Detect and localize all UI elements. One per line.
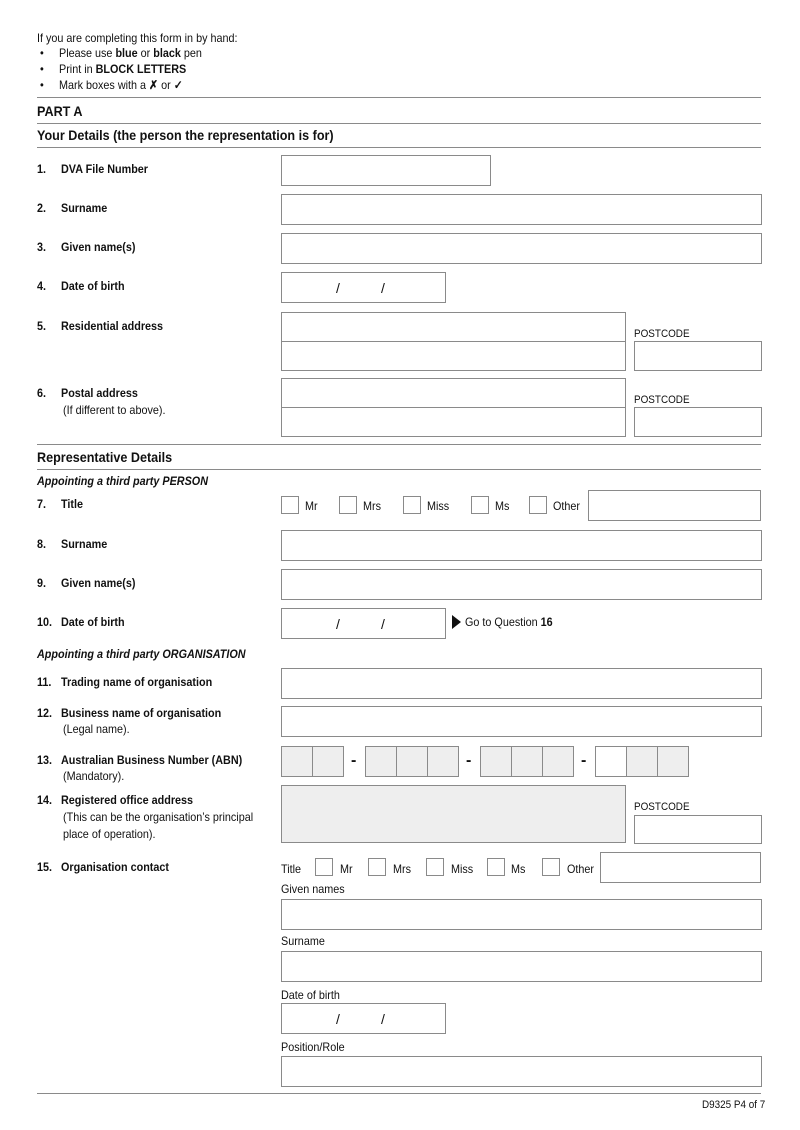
- bullet: •: [40, 78, 44, 92]
- arrow-right-icon: [452, 615, 461, 629]
- q8-label: Surname: [61, 537, 108, 551]
- q5-number: 5.: [37, 319, 47, 333]
- contact-dob-label: Date of birth: [281, 988, 340, 1002]
- date-separator: /: [336, 616, 340, 632]
- abn-digit-box[interactable]: [312, 746, 344, 777]
- cross-icon: ✗: [149, 78, 159, 92]
- contact-title-ms-checkbox[interactable]: [487, 858, 505, 876]
- postal-postcode-input[interactable]: [634, 407, 762, 437]
- abn-digit-box[interactable]: [281, 746, 313, 777]
- q6-sublabel: (If different to above).: [63, 403, 166, 417]
- postal-address-line1[interactable]: [281, 378, 626, 408]
- contact-title-ms-label: Ms: [511, 862, 526, 876]
- q10-label: Date of birth: [61, 615, 125, 629]
- title-other-label: Other: [553, 499, 581, 513]
- q12-number: 12.: [37, 706, 53, 720]
- postcode-label: POSTCODE: [634, 328, 690, 340]
- q2-number: 2.: [37, 201, 47, 215]
- divider: [37, 123, 761, 124]
- business-name-input[interactable]: [281, 706, 762, 737]
- contact-surname-input[interactable]: [281, 951, 762, 982]
- residential-address-line1[interactable]: [281, 312, 626, 342]
- goto-instruction: Go to Question 16: [465, 615, 553, 629]
- abn-separator: -: [581, 752, 587, 769]
- page-footer: D9325 P4 of 7: [702, 1099, 766, 1111]
- section-your-details: Your Details (the person the representation is for): [37, 127, 334, 143]
- subsection-organisation: Appointing a third party ORGANISATION: [37, 647, 246, 661]
- intro-line: If you are completing this form in by hand:: [37, 31, 238, 45]
- abn-digit-box[interactable]: [511, 746, 543, 777]
- contact-title-mrs-checkbox[interactable]: [368, 858, 386, 876]
- q1-label: DVA File Number: [61, 162, 149, 176]
- q13-sublabel: (Mandatory).: [63, 769, 125, 783]
- postal-address-line2[interactable]: [281, 407, 626, 437]
- residential-address-line2[interactable]: [281, 341, 626, 371]
- abn-digit-box[interactable]: [542, 746, 574, 777]
- q4-label: Date of birth: [61, 279, 125, 293]
- rep-dob-input[interactable]: [281, 608, 446, 639]
- abn-digit-box[interactable]: [595, 746, 627, 777]
- q9-label: Given name(s): [61, 576, 136, 590]
- abn-digit-box[interactable]: [480, 746, 512, 777]
- abn-separator: -: [466, 752, 472, 769]
- q12-label: Business name of organisation: [61, 706, 222, 720]
- postcode-label: POSTCODE: [634, 394, 690, 406]
- contact-title-other-input[interactable]: [600, 852, 761, 883]
- q11-label: Trading name of organisation: [61, 675, 213, 689]
- q4-number: 4.: [37, 279, 47, 293]
- dva-file-number-input[interactable]: [281, 155, 491, 186]
- q3-label: Given name(s): [61, 240, 136, 254]
- contact-title-other-checkbox[interactable]: [542, 858, 560, 876]
- title-ms-label: Ms: [495, 499, 510, 513]
- postcode-label: POSTCODE: [634, 801, 690, 813]
- q15-label: Organisation contact: [61, 860, 170, 874]
- abn-digit-box[interactable]: [365, 746, 397, 777]
- given-names-input[interactable]: [281, 233, 762, 264]
- date-separator: /: [336, 280, 340, 296]
- intro-bullet-2: Print in BLOCK LETTERS: [59, 62, 187, 76]
- contact-position-input[interactable]: [281, 1056, 762, 1087]
- bullet: •: [40, 46, 44, 60]
- trading-name-input[interactable]: [281, 668, 762, 699]
- q2-label: Surname: [61, 201, 108, 215]
- contact-title-mr-checkbox[interactable]: [315, 858, 333, 876]
- title-ms-checkbox[interactable]: [471, 496, 489, 514]
- surname-input[interactable]: [281, 194, 762, 225]
- tick-icon: ✓: [173, 78, 183, 92]
- part-title: PART A: [37, 103, 83, 119]
- rep-surname-input[interactable]: [281, 530, 762, 561]
- abn-digit-box[interactable]: [427, 746, 459, 777]
- q14-sublabel-1: (This can be the organisation’s principal: [63, 810, 254, 824]
- q3-number: 3.: [37, 240, 47, 254]
- contact-title-miss-label: Miss: [451, 862, 474, 876]
- q14-label: Registered office address: [61, 793, 194, 807]
- q7-label: Title: [61, 497, 84, 511]
- q6-number: 6.: [37, 386, 47, 400]
- title-other-checkbox[interactable]: [529, 496, 547, 514]
- contact-surname-label: Surname: [281, 934, 325, 948]
- divider: [37, 1093, 761, 1094]
- q12-sublabel: (Legal name).: [63, 722, 130, 736]
- intro-bullet-1: Please use blue or black pen: [59, 46, 202, 60]
- q5-label: Residential address: [61, 319, 164, 333]
- title-mrs-checkbox[interactable]: [339, 496, 357, 514]
- q9-number: 9.: [37, 576, 47, 590]
- q10-number: 10.: [37, 615, 53, 629]
- abn-digit-box[interactable]: [396, 746, 428, 777]
- date-separator: /: [381, 1011, 385, 1027]
- q11-number: 11.: [37, 675, 52, 689]
- contact-title-mrs-label: Mrs: [393, 862, 411, 876]
- contact-dob-input[interactable]: [281, 1003, 446, 1034]
- divider: [37, 147, 761, 148]
- section-representative-details: Representative Details: [37, 449, 173, 465]
- q15-number: 15.: [37, 860, 53, 874]
- registered-office-address-input[interactable]: [281, 785, 626, 843]
- rep-given-names-input[interactable]: [281, 569, 762, 600]
- contact-position-label: Position/Role: [281, 1040, 345, 1054]
- q13-label: Australian Business Number (ABN): [61, 753, 243, 767]
- subsection-person: Appointing a third party PERSON: [37, 474, 209, 488]
- divider: [37, 97, 761, 98]
- contact-title-other-label: Other: [567, 862, 595, 876]
- title-mr-label: Mr: [305, 499, 318, 513]
- date-separator: /: [381, 280, 385, 296]
- q14-sublabel-2: place of operation).: [63, 827, 156, 841]
- contact-title-mr-label: Mr: [340, 862, 353, 876]
- residential-postcode-input[interactable]: [634, 341, 762, 371]
- q14-number: 14.: [37, 793, 53, 807]
- office-postcode-input[interactable]: [634, 815, 762, 844]
- contact-given-names-label: Given names: [281, 882, 345, 896]
- title-miss-checkbox[interactable]: [403, 496, 421, 514]
- contact-title-miss-checkbox[interactable]: [426, 858, 444, 876]
- abn-separator: -: [351, 752, 357, 769]
- abn-digit-box[interactable]: [626, 746, 658, 777]
- q1-number: 1.: [37, 162, 47, 176]
- q7-number: 7.: [37, 497, 47, 511]
- title-mrs-label: Mrs: [363, 499, 381, 513]
- contact-title-label: Title: [281, 862, 302, 876]
- contact-given-names-input[interactable]: [281, 899, 762, 930]
- dob-input[interactable]: [281, 272, 446, 303]
- q8-number: 8.: [37, 537, 47, 551]
- date-separator: /: [381, 616, 385, 632]
- date-separator: /: [336, 1011, 340, 1027]
- title-miss-label: Miss: [427, 499, 450, 513]
- title-mr-checkbox[interactable]: [281, 496, 299, 514]
- bullet: •: [40, 62, 44, 76]
- abn-digit-box[interactable]: [657, 746, 689, 777]
- intro-bullet-3: Mark boxes with a ✗ or ✓: [59, 78, 183, 92]
- divider: [37, 469, 761, 470]
- divider: [37, 444, 761, 445]
- q13-number: 13.: [37, 753, 53, 767]
- title-other-input[interactable]: [588, 490, 761, 521]
- q6-label: Postal address: [61, 386, 138, 400]
